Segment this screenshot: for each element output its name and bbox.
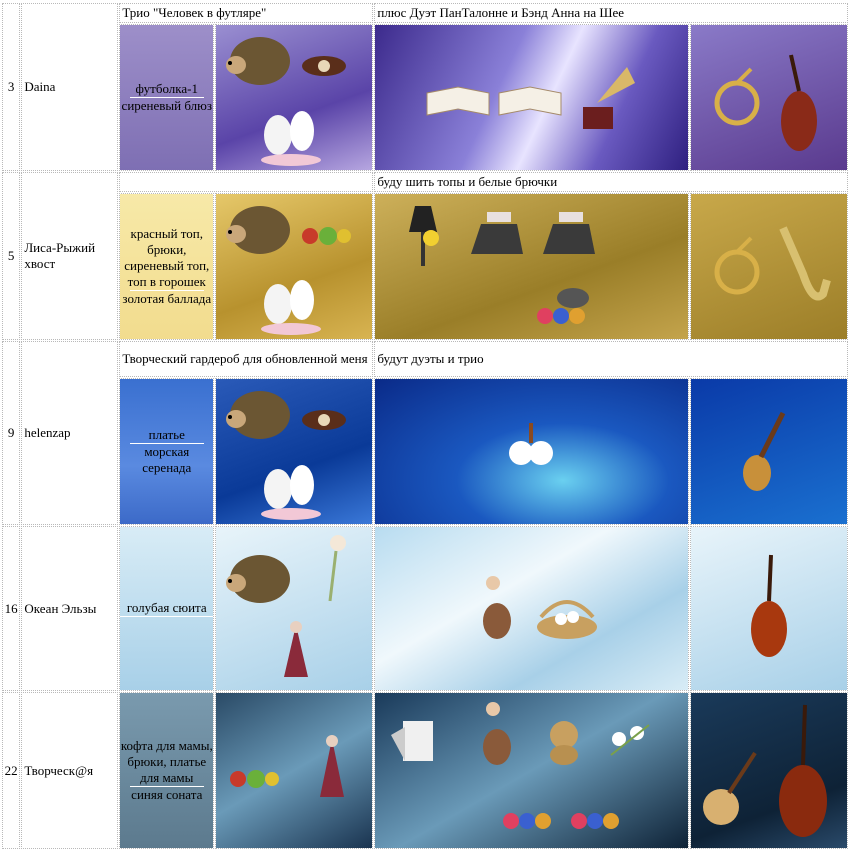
label-item: сиреневый блюз — [121, 98, 212, 113]
label-cell — [119, 193, 214, 340]
label-item: платье — [148, 427, 185, 442]
mannequin-icon — [401, 202, 445, 272]
label-cell — [119, 24, 214, 171]
row-number: 16 — [2, 526, 20, 691]
horn-icon — [707, 65, 767, 127]
table-row — [2, 3, 848, 23]
label-item: синяя соната — [131, 787, 203, 802]
row-number: 9 — [2, 341, 20, 525]
image-cell — [374, 526, 688, 691]
image-cell — [215, 378, 373, 525]
saxophone-icon — [773, 224, 833, 314]
image-cell — [690, 526, 848, 691]
nickname: Daina — [21, 3, 118, 171]
yarn-basket-icon — [497, 789, 561, 833]
table-row — [2, 24, 848, 171]
image-cell — [215, 526, 373, 691]
image-cell — [374, 24, 688, 171]
cellist-figurine-icon — [471, 699, 521, 771]
label-item: красный топ, брюки, сиреневый топ, топ в горошек — [124, 226, 210, 289]
image-cell — [690, 378, 848, 525]
table-row — [2, 341, 848, 377]
row-number: 5 — [2, 172, 20, 340]
nickname: Лиса-Рыжий хвост — [21, 172, 118, 340]
label-cell — [119, 526, 214, 691]
table-row — [2, 172, 848, 192]
table-row — [2, 193, 848, 340]
caption-right: будут дуэты и трио — [374, 341, 848, 377]
horn-icon — [707, 234, 767, 296]
hedgehog-icon — [224, 547, 294, 605]
yarn-basket-icon — [565, 789, 629, 833]
image-cell — [690, 24, 848, 171]
caption-left — [119, 172, 373, 192]
lily-flower-icon — [501, 419, 561, 473]
caption-right: плюс Дуэт ПанТалонне и Бэнд Анна на Шее — [374, 3, 848, 23]
flowers-icon — [316, 531, 356, 611]
row-number: 22 — [2, 692, 20, 849]
label-item: морская серенада — [142, 444, 192, 475]
doves-icon — [256, 459, 326, 521]
label-item: футболка-1 — [135, 81, 198, 96]
book-icon — [425, 85, 491, 119]
iron-icon — [539, 204, 599, 260]
label-cell — [119, 378, 214, 525]
banjo-icon — [699, 749, 759, 829]
image-cell — [690, 193, 848, 340]
hedgehog-icon — [224, 198, 294, 256]
table-row — [2, 378, 848, 525]
image-cell — [374, 692, 688, 849]
gramophone-icon — [577, 63, 637, 133]
label-item: золотая баллада — [122, 291, 212, 306]
caption-right: буду шить топы и белые брючки — [374, 172, 848, 192]
figurine-icon — [314, 733, 350, 803]
nickname: Океан Эльзы — [21, 526, 118, 691]
figurine-icon — [278, 619, 314, 683]
image-cell — [215, 24, 373, 171]
iron-icon — [467, 204, 527, 260]
label-item: кофта для мамы, брюки, платье для мамы — [120, 738, 213, 785]
fruit-icon — [296, 224, 356, 248]
doves-icon — [256, 105, 326, 167]
image-cell — [374, 378, 688, 525]
flower-basket-icon — [531, 587, 603, 643]
image-cell — [215, 692, 373, 849]
violin-icon — [771, 51, 831, 161]
mandolin-icon — [739, 407, 789, 493]
mug-icon — [383, 717, 447, 767]
cello-icon — [773, 701, 833, 843]
image-cell — [690, 692, 848, 849]
book-icon — [497, 85, 563, 119]
plush-dog-icon — [541, 717, 587, 765]
doves-icon — [256, 274, 326, 336]
table-row — [2, 526, 848, 691]
row-number: 3 — [2, 3, 20, 171]
nickname: Творческ@я — [21, 692, 118, 849]
image-cell — [215, 193, 373, 340]
table-row — [2, 692, 848, 849]
caption-left: Трио "Человек в футляре" — [119, 3, 373, 23]
cello-icon — [747, 551, 791, 667]
cellist-figurine-icon — [471, 573, 521, 643]
nickname: helenzap — [21, 341, 118, 525]
image-cell — [374, 193, 688, 340]
pastry-icon — [298, 51, 350, 81]
caption-left: Творческий гардероб для обновленной меня — [119, 341, 373, 377]
hedgehog-icon — [224, 29, 294, 87]
label-item: голубая сюита — [126, 600, 207, 615]
pastry-icon — [298, 405, 350, 435]
yarn-basket-icon — [529, 282, 599, 328]
fruit-icon — [224, 767, 284, 791]
flowers-icon — [607, 719, 653, 759]
label-cell — [119, 692, 214, 849]
hedgehog-icon — [224, 383, 294, 441]
wardrobe-table — [1, 2, 849, 850]
